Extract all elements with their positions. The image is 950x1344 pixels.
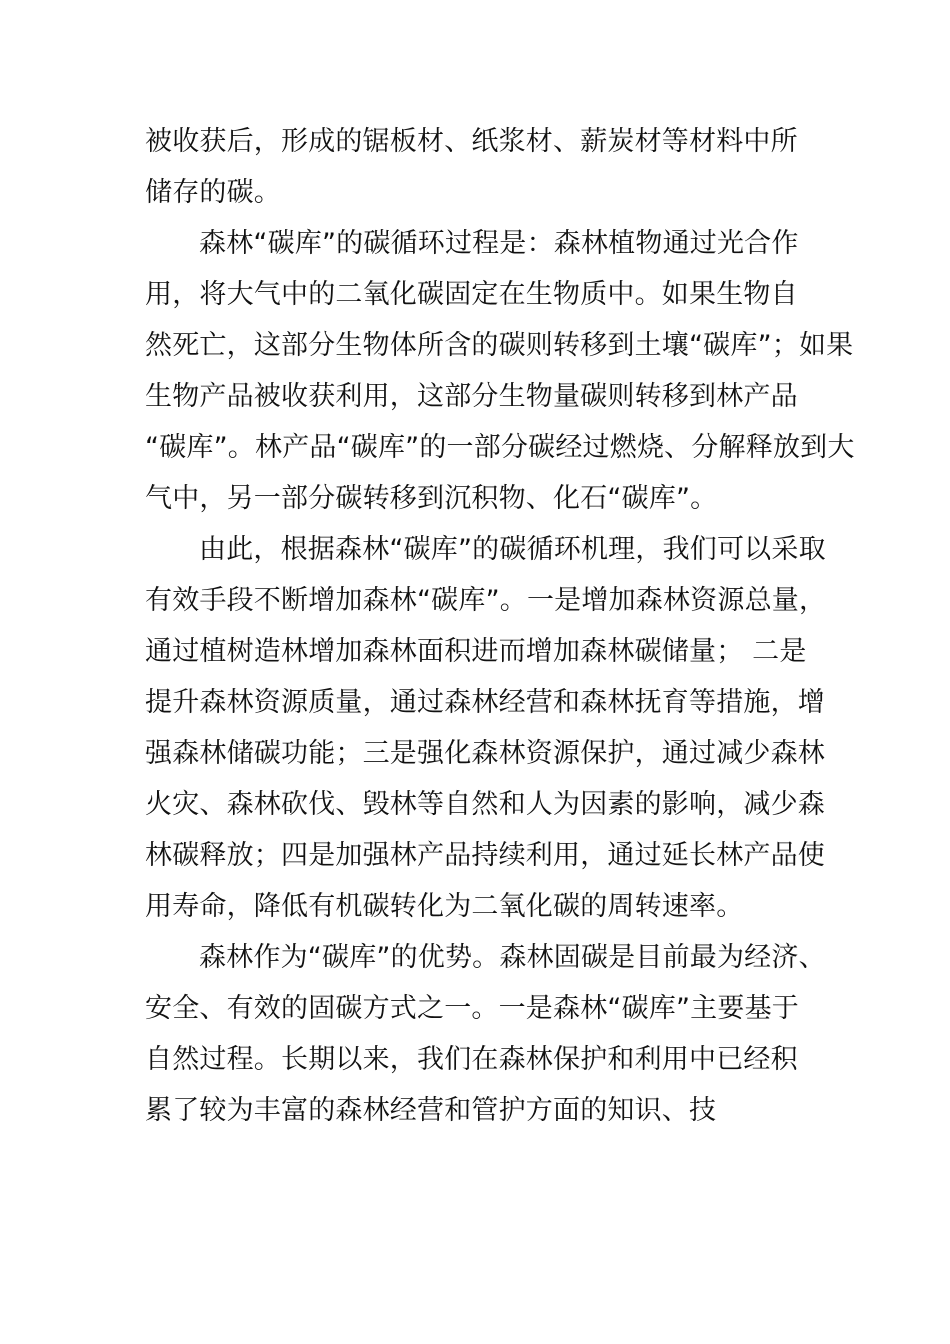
text-line: 气中，另一部分碳转移到沉积物、化石“碳库”。 (145, 483, 718, 514)
text-line: 提升森林资源质量，通过森林经营和森林抚育等措施，增 (145, 687, 825, 718)
text-line: 林碳释放；四是加强林产品持续利用，通过延长林产品使 (145, 840, 825, 871)
text-line: 用寿命，降低有机碳转化为二氧化碳的周转速率。 (145, 891, 744, 922)
text-line: 强森林储碳功能；三是强化森林资源保护，通过减少森林 (145, 738, 825, 769)
text-line: 累了较为丰富的森林经营和管护方面的知识、技 (145, 1095, 717, 1126)
paragraph-start-line: 森林作为“碳库”的优势。森林固碳是目前最为经济、 (199, 942, 826, 973)
text-line: 自然过程。长期以来，我们在森林保护和利用中已经积 (145, 1044, 798, 1075)
text-line: 然死亡，这部分生物体所含的碳则转移到土壤“碳库”；如果 (145, 330, 854, 361)
text-line: 安全、有效的固碳方式之一。一是森林“碳库”主要基于 (145, 993, 799, 1024)
paragraph-start-line: 森林“碳库”的碳循环过程是：森林植物通过光合作 (199, 228, 799, 259)
text-line: 生物产品被收获利用，这部分生物量碳则转移到林产品 (145, 381, 798, 412)
text-line: 通过植树造林增加森林面积进而增加森林碳储量； 二是 (145, 636, 807, 667)
paragraph-start-line: 由此，根据森林“碳库”的碳循环机理，我们可以采取 (199, 534, 826, 565)
text-line: 用，将大气中的二氧化碳固定在生物质中。如果生物自 (145, 279, 798, 310)
text-line: 火灾、森林砍伐、毁林等自然和人为因素的影响，减少森 (145, 789, 825, 820)
text-line: 有效手段不断增加森林“碳库”。一是增加森林资源总量， (145, 585, 827, 616)
text-line: 被收获后，形成的锯板材、纸浆材、薪炭材等材料中所 (145, 126, 798, 157)
text-line: “碳库”。林产品“碳库”的一部分碳经过燃烧、分解释放到大 (145, 432, 855, 463)
text-line: 储存的碳。 (145, 177, 281, 208)
